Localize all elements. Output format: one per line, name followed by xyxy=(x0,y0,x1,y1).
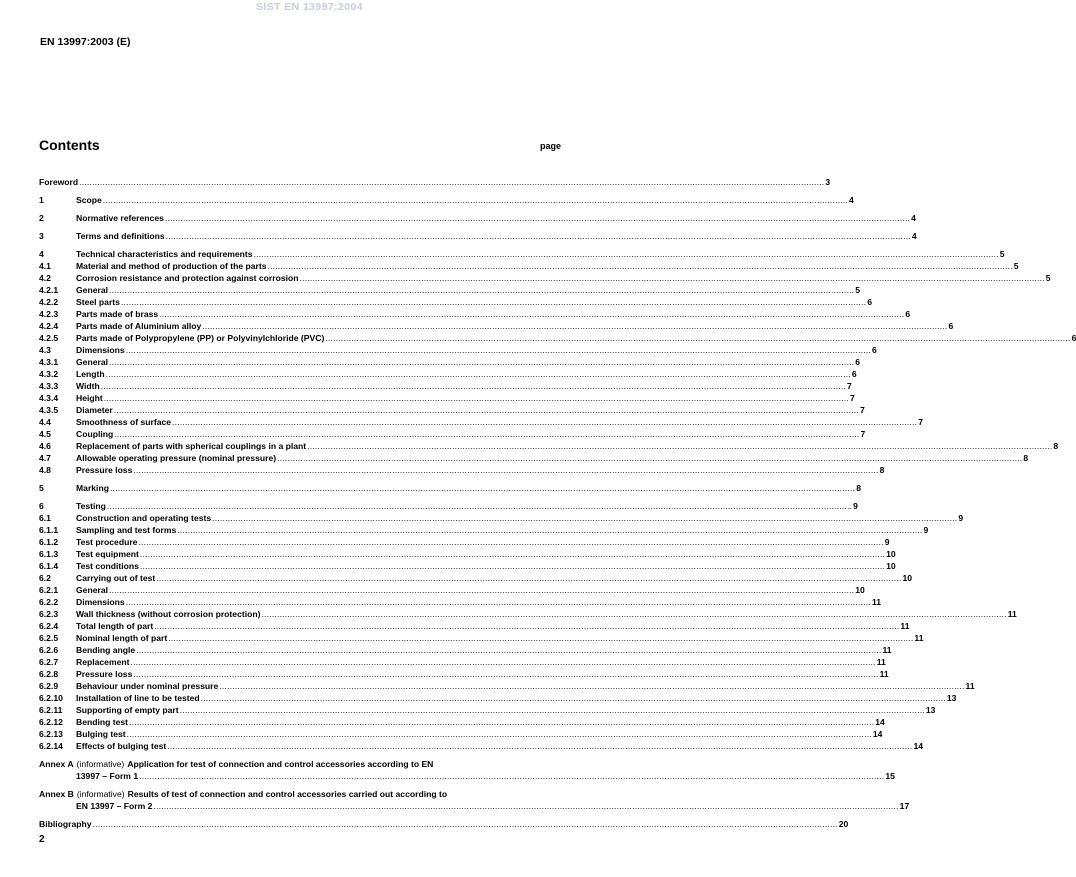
section-title: Terms and definitions xyxy=(76,231,165,241)
section-title: Wall thickness (without corrosion protection) xyxy=(76,609,261,619)
toc-entry[interactable] xyxy=(39,608,1017,620)
section-page: 14 xyxy=(875,717,885,727)
section-number: 6.2.3 xyxy=(39,609,59,619)
section-title: Material and method of production of the parts xyxy=(76,261,267,271)
section-title: Bending angle xyxy=(76,645,136,655)
section-number: 4.6 xyxy=(39,441,51,451)
section-title: Smoothness of surface xyxy=(76,417,172,427)
section-page: 6 xyxy=(867,297,872,307)
leader-dots xyxy=(106,368,851,380)
section-page: 8 xyxy=(879,465,885,475)
section-title: Total length of part xyxy=(76,621,154,631)
section-number: 4.3.3 xyxy=(39,381,59,391)
leader-dots xyxy=(110,482,855,494)
toc-entry[interactable] xyxy=(39,482,861,494)
toc-entry[interactable] xyxy=(39,632,924,644)
section-number: 6.2.13 xyxy=(39,729,63,739)
section-number: 6.2.1 xyxy=(39,585,59,595)
section-title: Parts made of brass xyxy=(76,309,159,319)
leader-dots xyxy=(101,380,846,392)
page-column-label: page xyxy=(540,141,562,151)
leader-dots xyxy=(159,308,904,320)
toc-entry[interactable] xyxy=(39,404,865,416)
toc-entries xyxy=(39,176,1076,752)
section-title: Normative references xyxy=(76,213,164,223)
leader-dots xyxy=(177,524,922,536)
toc-entry-annex-b[interactable] xyxy=(39,788,910,812)
section-title: Marking xyxy=(76,483,109,493)
leader-dots xyxy=(201,692,946,704)
section-number: 6.2.12 xyxy=(39,717,63,727)
leader-dots xyxy=(154,620,899,632)
leader-dots xyxy=(114,404,859,416)
section-title: Height xyxy=(76,393,103,403)
annex-a-title-line1: Application for test of connection and control accessories according to EN xyxy=(127,759,434,769)
toc-entry[interactable] xyxy=(39,500,858,512)
section-title: Pressure loss xyxy=(76,669,133,679)
leader-dots xyxy=(136,644,881,656)
section-number: 4.2.2 xyxy=(39,297,59,307)
leader-dots xyxy=(107,500,852,512)
section-number: 1 xyxy=(39,195,44,205)
toc-entry[interactable] xyxy=(39,548,896,560)
section-number: 4.2.5 xyxy=(39,333,59,343)
leader-dots xyxy=(129,716,874,728)
toc-entry[interactable] xyxy=(39,344,877,356)
toc-entry[interactable] xyxy=(39,716,885,728)
leader-dots xyxy=(307,440,1052,452)
section-title: Length xyxy=(76,369,105,379)
section-title: Bending test xyxy=(76,717,129,727)
section-page: 6 xyxy=(871,345,877,355)
toc-entry[interactable] xyxy=(39,536,890,548)
section-page: 14 xyxy=(872,729,883,739)
section-title: Dimensions xyxy=(76,345,125,355)
toc-entry[interactable] xyxy=(39,380,852,392)
leader-dots xyxy=(133,464,878,476)
annex-b-note: (informative) xyxy=(76,789,125,799)
section-page: 4 xyxy=(911,231,917,241)
toc-entry[interactable] xyxy=(39,452,1029,464)
section-title: Testing xyxy=(76,501,106,511)
section-title: Nominal length of part xyxy=(76,633,168,643)
toc-entry[interactable] xyxy=(39,572,913,584)
section-title: Supporting of empty part xyxy=(76,705,179,715)
contents-title: Contents xyxy=(39,137,100,153)
document-id: EN 13997:2003 (E) xyxy=(40,36,131,48)
section-title: Construction and operating tests xyxy=(76,513,212,523)
toc-entry[interactable] xyxy=(39,308,911,320)
section-number: 6.1.2 xyxy=(39,537,59,547)
section-number: 4.3.2 xyxy=(39,369,59,379)
section-page: 6 xyxy=(851,369,857,379)
section-number: 5 xyxy=(39,483,44,493)
section-number: 6.2 xyxy=(39,573,51,583)
toc-entry[interactable] xyxy=(39,392,855,404)
toc-entry[interactable] xyxy=(39,176,831,188)
toc-entry[interactable] xyxy=(39,284,861,296)
section-page: 5 xyxy=(999,249,1005,259)
section-page: 4 xyxy=(911,213,916,223)
section-page: 10 xyxy=(855,585,865,595)
leader-dots xyxy=(140,560,885,572)
section-page: 7 xyxy=(860,429,866,439)
section-number: 4.2.4 xyxy=(39,321,59,331)
section-page: 7 xyxy=(918,417,924,427)
toc-entry[interactable] xyxy=(39,260,1019,272)
section-page: 5 xyxy=(855,285,861,295)
toc-entry[interactable] xyxy=(39,620,910,632)
section-number: 4.3.1 xyxy=(39,357,59,367)
leader-dots xyxy=(109,356,854,368)
section-page: 10 xyxy=(902,573,913,583)
leader-dots xyxy=(268,260,1013,272)
section-title: Test conditions xyxy=(76,561,139,571)
toc-entry[interactable] xyxy=(39,644,892,656)
page-number: 2 xyxy=(39,834,45,845)
leader-dots xyxy=(172,416,917,428)
leader-dots xyxy=(104,392,849,404)
section-page: 8 xyxy=(1053,441,1059,451)
section-page: 11 xyxy=(871,597,882,607)
leader-dots xyxy=(180,704,925,716)
section-title: Scope xyxy=(76,195,102,205)
section-number: 4.3 xyxy=(39,345,51,355)
section-title: Replacement xyxy=(76,657,130,667)
section-page: 10 xyxy=(886,549,896,559)
section-number: 6.1.1 xyxy=(39,525,59,535)
section-page: 4 xyxy=(849,195,854,205)
toc-entry[interactable] xyxy=(39,692,957,704)
toc-entry-bibliography[interactable] xyxy=(39,818,849,830)
section-page: 6 xyxy=(905,309,911,319)
section-title: Installation of line to be tested xyxy=(76,693,200,703)
section-number: 6.2.14 xyxy=(39,741,63,751)
leader-dots xyxy=(126,344,871,356)
annex-b-label: Annex B xyxy=(39,789,74,799)
section-number: 4.3.4 xyxy=(39,393,59,403)
section-page: 11 xyxy=(965,681,975,691)
section-title: Width xyxy=(76,381,100,391)
section-title: General xyxy=(76,285,109,295)
section-title: Dimensions xyxy=(76,597,125,607)
section-page: 6 xyxy=(948,321,954,331)
annex-a-title-line2: 13997 – Form 1 xyxy=(76,771,139,781)
section-number: 4.2 xyxy=(39,273,51,283)
section-title: Parts made of Polypropylene (PP) or Polyvinylchloride (PVC) xyxy=(76,333,325,343)
section-title: General xyxy=(76,357,109,367)
watermark: SIST EN 13997:2004 xyxy=(255,1,363,13)
annex-a-label: Annex A xyxy=(39,759,74,769)
section-number: 3 xyxy=(39,231,44,241)
annex-b-title-line1: Results of test of connection and control accessories carried out according to xyxy=(127,789,448,799)
section-page: 10 xyxy=(886,561,896,571)
leader-dots xyxy=(139,770,884,782)
leader-dots xyxy=(254,248,999,260)
leader-dots xyxy=(140,548,885,560)
toc-entry[interactable] xyxy=(39,230,917,242)
section-number: 4.2.1 xyxy=(39,285,59,295)
section-page: 9 xyxy=(923,525,929,535)
section-number: 6.2.2 xyxy=(39,597,59,607)
bibliography-title: Bibliography xyxy=(39,819,92,829)
section-number: 6.2.4 xyxy=(39,621,59,631)
section-number: 4.8 xyxy=(39,465,51,475)
section-number: 6.2.11 xyxy=(39,705,63,715)
toc-entry[interactable] xyxy=(39,428,866,440)
section-number: 6 xyxy=(39,501,44,511)
section-number: 4.5 xyxy=(39,429,51,439)
leader-dots xyxy=(166,230,911,242)
section-page: 6 xyxy=(1071,333,1076,343)
toc-entry[interactable] xyxy=(39,416,924,428)
section-page: 11 xyxy=(882,645,892,655)
toc-entry[interactable] xyxy=(39,680,975,692)
toc-entry[interactable] xyxy=(39,524,929,536)
leader-dots xyxy=(212,512,957,524)
section-number: 4.2.3 xyxy=(39,309,59,319)
toc-entry-annex-a[interactable] xyxy=(39,758,895,782)
section-page: 11 xyxy=(1007,609,1017,619)
section-page: 5 xyxy=(1013,261,1019,271)
annex-b-title-line2: EN 13997 – Form 2 xyxy=(76,801,153,811)
leader-dots xyxy=(103,194,848,206)
section-title: Replacement of parts with spherical couplings in a plant xyxy=(76,441,307,451)
leader-dots xyxy=(261,608,1006,620)
annex-a-page: 15 xyxy=(885,771,895,781)
leader-dots xyxy=(127,728,872,740)
section-page: 13 xyxy=(925,705,936,715)
section-title: Diameter xyxy=(76,405,113,415)
section-page: 9 xyxy=(853,501,858,511)
leader-dots xyxy=(168,632,913,644)
section-title: Carrying out of test xyxy=(76,573,156,583)
section-page: 7 xyxy=(849,393,855,403)
section-title: Foreword xyxy=(39,177,79,187)
section-number: 2 xyxy=(39,213,44,223)
table-of-contents xyxy=(39,176,1076,830)
leader-dots xyxy=(219,680,964,692)
leader-dots xyxy=(167,740,912,752)
leader-dots xyxy=(156,572,901,584)
toc-entry[interactable] xyxy=(39,368,857,380)
leader-dots xyxy=(93,818,838,830)
toc-entry[interactable] xyxy=(39,248,1005,260)
section-title: Bulging test xyxy=(76,729,126,739)
toc-entry[interactable] xyxy=(39,296,872,308)
leader-dots xyxy=(138,536,883,548)
section-title: Sampling and test forms xyxy=(76,525,177,535)
leader-dots xyxy=(114,428,859,440)
leader-dots xyxy=(202,320,947,332)
leader-dots xyxy=(109,584,854,596)
leader-dots xyxy=(121,296,866,308)
section-page: 9 xyxy=(958,513,964,523)
section-number: 4.7 xyxy=(39,453,51,463)
toc-entry[interactable] xyxy=(39,440,1059,452)
section-title: Parts made of Aluminium alloy xyxy=(76,321,202,331)
section-page: 6 xyxy=(855,357,861,367)
section-page: 8 xyxy=(1023,453,1029,463)
section-page: 8 xyxy=(856,483,861,493)
section-page: 9 xyxy=(884,537,890,547)
bibliography-page: 20 xyxy=(838,819,849,829)
leader-dots xyxy=(277,452,1022,464)
toc-entry[interactable] xyxy=(39,512,964,524)
section-page: 7 xyxy=(847,381,852,391)
toc-entry[interactable] xyxy=(39,464,885,476)
toc-entry[interactable] xyxy=(39,560,896,572)
section-page: 11 xyxy=(879,669,889,679)
annex-b-page: 17 xyxy=(899,801,910,811)
toc-entry[interactable] xyxy=(39,668,889,680)
section-title: Steel parts xyxy=(76,297,120,307)
section-number: 6.2.5 xyxy=(39,633,59,643)
toc-entry[interactable] xyxy=(39,356,861,368)
toc-entry[interactable] xyxy=(39,596,882,608)
section-page: 11 xyxy=(914,633,924,643)
leader-dots xyxy=(131,656,876,668)
section-number: 6.1.3 xyxy=(39,549,59,559)
section-page: 14 xyxy=(913,741,924,751)
annex-a-note: (informative) xyxy=(76,759,125,769)
section-page: 11 xyxy=(876,657,886,667)
toc-entry[interactable] xyxy=(39,212,916,224)
section-title: Test procedure xyxy=(76,537,138,547)
section-title: Technical characteristics and requirements xyxy=(76,249,253,259)
leader-dots xyxy=(79,176,824,188)
section-number: 6.1 xyxy=(39,513,51,523)
section-title: Test equipment xyxy=(76,549,139,559)
leader-dots xyxy=(153,800,898,812)
section-title: Behaviour under nominal pressure xyxy=(76,681,219,691)
leader-dots xyxy=(325,332,1070,344)
section-number: 6.2.7 xyxy=(39,657,59,667)
toc-entry[interactable] xyxy=(39,320,954,332)
section-page: 13 xyxy=(946,693,957,703)
section-number: 6.2.9 xyxy=(39,681,59,691)
section-title: Pressure loss xyxy=(76,465,133,475)
toc-entry[interactable] xyxy=(39,272,1051,284)
section-number: 6.1.4 xyxy=(39,561,59,571)
section-page: 11 xyxy=(900,621,910,631)
section-title: Allowable operating pressure (nominal pressure) xyxy=(76,453,277,463)
toc-entry[interactable] xyxy=(39,704,936,716)
section-number: 6.2.6 xyxy=(39,645,59,655)
section-number: 4.3.5 xyxy=(39,405,59,415)
leader-dots xyxy=(165,212,910,224)
toc-entry[interactable] xyxy=(39,194,854,206)
section-title: Corrosion resistance and protection against corrosion xyxy=(76,273,299,283)
leader-dots xyxy=(126,596,871,608)
section-title: General xyxy=(76,585,109,595)
section-number: 6.2.10 xyxy=(39,693,63,703)
section-number: 6.2.8 xyxy=(39,669,59,679)
section-number: 4 xyxy=(39,249,44,259)
section-title: Effects of bulging test xyxy=(76,741,167,751)
toc-entry[interactable] xyxy=(39,728,883,740)
leader-dots xyxy=(109,284,854,296)
section-page: 5 xyxy=(1045,273,1051,283)
section-page: 3 xyxy=(825,177,831,187)
section-page: 7 xyxy=(860,405,865,415)
toc-entry[interactable] xyxy=(39,656,886,668)
section-title: Coupling xyxy=(76,429,114,439)
toc-entry[interactable] xyxy=(39,332,1076,344)
section-number: 4.4 xyxy=(39,417,51,427)
toc-entry[interactable] xyxy=(39,584,865,596)
section-number: 4.1 xyxy=(39,261,51,271)
leader-dots xyxy=(300,272,1045,284)
leader-dots xyxy=(133,668,878,680)
toc-entry[interactable] xyxy=(39,740,924,752)
